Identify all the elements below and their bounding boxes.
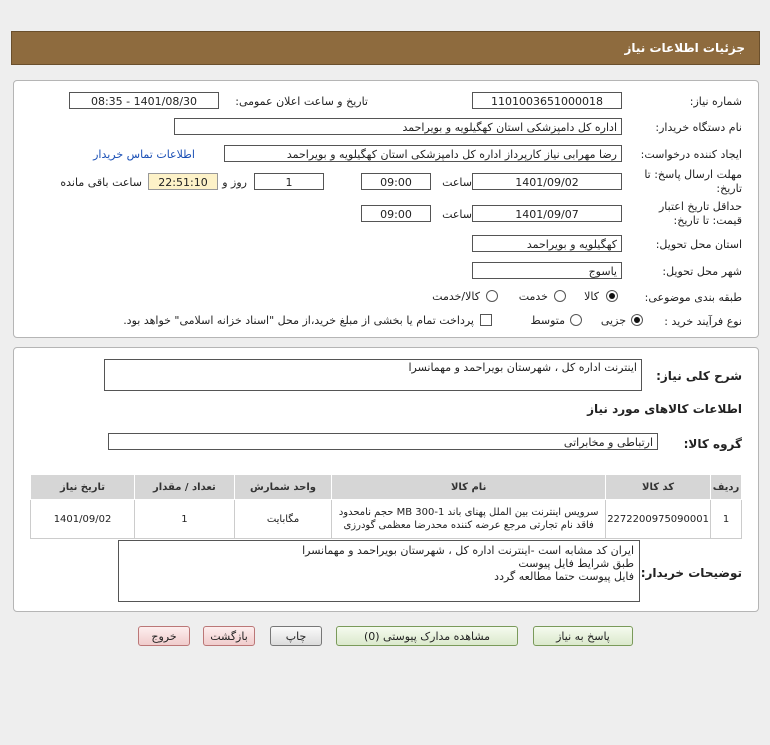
exit-button[interactable]: خروج (138, 626, 190, 646)
cell-name-line2: فاقد نام تجارتی مرجع عرضه کننده محدرضا معظمی گودرزی (343, 520, 594, 531)
city-field: یاسوج (472, 262, 622, 279)
category-goods-label: کالا (584, 290, 599, 303)
buyer-org-label: نام دستگاه خریدار: (655, 121, 742, 134)
goods-table (30, 474, 742, 539)
cell-code: 2272200975090001 (606, 500, 711, 539)
process-radio-medium[interactable] (570, 314, 582, 326)
col-unit: واحد شمارش (234, 475, 331, 500)
col-date: تاریخ نیاز (31, 475, 135, 500)
print-button[interactable]: چاپ (270, 626, 322, 646)
announce-label: تاریخ و ساعت اعلان عمومی: (235, 95, 368, 108)
cell-name-line1: سرویس اینترنت بین الملل پهنای باند MB 300-1 حجم نامحدود (338, 507, 599, 518)
process-label: نوع فرآیند خرید : (664, 315, 742, 328)
goods-group-field: ارتباطی و مخابراتی (108, 433, 658, 450)
cell-qty: 1 (135, 500, 235, 539)
process-minor-label: جزیی (600, 314, 626, 327)
buyer-notes-field (118, 540, 640, 602)
remaining-label: ساعت باقی مانده (60, 176, 142, 189)
category-radio-service[interactable] (554, 290, 566, 302)
goods-group-label: گروه کالا: (683, 437, 742, 451)
goods-table-header (31, 475, 742, 500)
page-header (11, 31, 760, 65)
treasury-payment-checkbox[interactable] (480, 314, 492, 326)
buyer-notes-label: توضیحات خریدار: (640, 566, 742, 580)
category-radio-goods-service[interactable] (486, 290, 498, 302)
days-field: 1 (254, 173, 324, 190)
treasury-payment-note: پرداخت تمام یا بخشی از مبلغ خرید،از محل "اسناد خزانه اسلامی" خواهد بود. (123, 314, 474, 327)
cell-row: 1 (711, 500, 742, 539)
days-label: روز و (222, 176, 247, 189)
category-service-label: خدمت (518, 290, 548, 303)
col-name: نام کالا (332, 475, 606, 500)
reply-button[interactable]: پاسخ به نیاز (533, 626, 633, 646)
col-row: ردیف (711, 475, 742, 500)
category-label: طبقه بندی موضوعی: (644, 291, 742, 304)
summary-label: شرح کلی نیاز: (656, 369, 742, 383)
process-medium-label: متوسط (530, 314, 565, 327)
summary-field: اینترنت اداره کل ، شهرستان بویراحمد و مهمانسرا (104, 359, 642, 391)
col-code: کد کالا (606, 475, 711, 500)
cell-name (332, 500, 606, 539)
city-label: شهر محل تحویل: (662, 265, 742, 278)
col-qty: تعداد / مقدار (135, 475, 235, 500)
category-goods-service-label: کالا/خدمت (432, 290, 480, 303)
validity-date-field: 1401/09/07 (472, 205, 622, 222)
deadline-date-field: 1401/09/02 (472, 173, 622, 190)
buyer-notes-line: طبق شرایط فایل پیوست (518, 557, 634, 570)
announce-field: 1401/08/30 - 08:35 (69, 92, 219, 109)
province-label: استان محل تحویل: (655, 238, 742, 251)
page-title: جزئیات اطلاعات نیاز (624, 41, 745, 55)
deadline-time-field: 09:00 (361, 173, 431, 190)
contact-buyer-link[interactable]: اطلاعات تماس خریدار (93, 148, 195, 161)
deadline-time-label: ساعت (442, 176, 472, 189)
need-number-field: 1101003651000018 (472, 92, 622, 109)
category-radio-goods[interactable] (606, 290, 618, 302)
cell-unit: مگابایت (234, 500, 331, 539)
buyer-notes-line: ایران کد مشابه است -اینترنت اداره کل ، شهرستان بویراحمد و مهمانسرا (302, 544, 634, 557)
back-button[interactable]: بازگشت (203, 626, 255, 646)
table-row (31, 500, 742, 539)
validity-time-field: 09:00 (361, 205, 431, 222)
buyer-notes-line: فایل پیوست حتما مطالعه گردد (494, 570, 634, 583)
province-field: کهگیلویه و بویراحمد (472, 235, 622, 252)
view-attachments-button[interactable]: مشاهده مدارک پیوستی (0) (336, 626, 518, 646)
cell-date: 1401/09/02 (31, 500, 135, 539)
buyer-org-field: اداره کل دامپزشکی استان کهگیلویه و بویراحمد (174, 118, 622, 135)
goods-section-title: اطلاعات کالاهای مورد نیاز (587, 402, 742, 416)
validity-label: حداقل تاریخ اعتبار قیمت: تا تاریخ: (658, 200, 742, 227)
remaining-time-field: 22:51:10 (148, 173, 218, 190)
creator-field: رضا مهرابی نیاز کارپرداز اداره کل دامپزشکی استان کهگیلویه و بویراحمد (224, 145, 622, 162)
creator-label: ایجاد کننده درخواست: (640, 148, 742, 161)
process-radio-minor[interactable] (631, 314, 643, 326)
need-number-label: شماره نیاز: (689, 95, 742, 108)
validity-time-label: ساعت (442, 208, 472, 221)
deadline-label: مهلت ارسال پاسخ: تا تاریخ: (644, 168, 742, 195)
